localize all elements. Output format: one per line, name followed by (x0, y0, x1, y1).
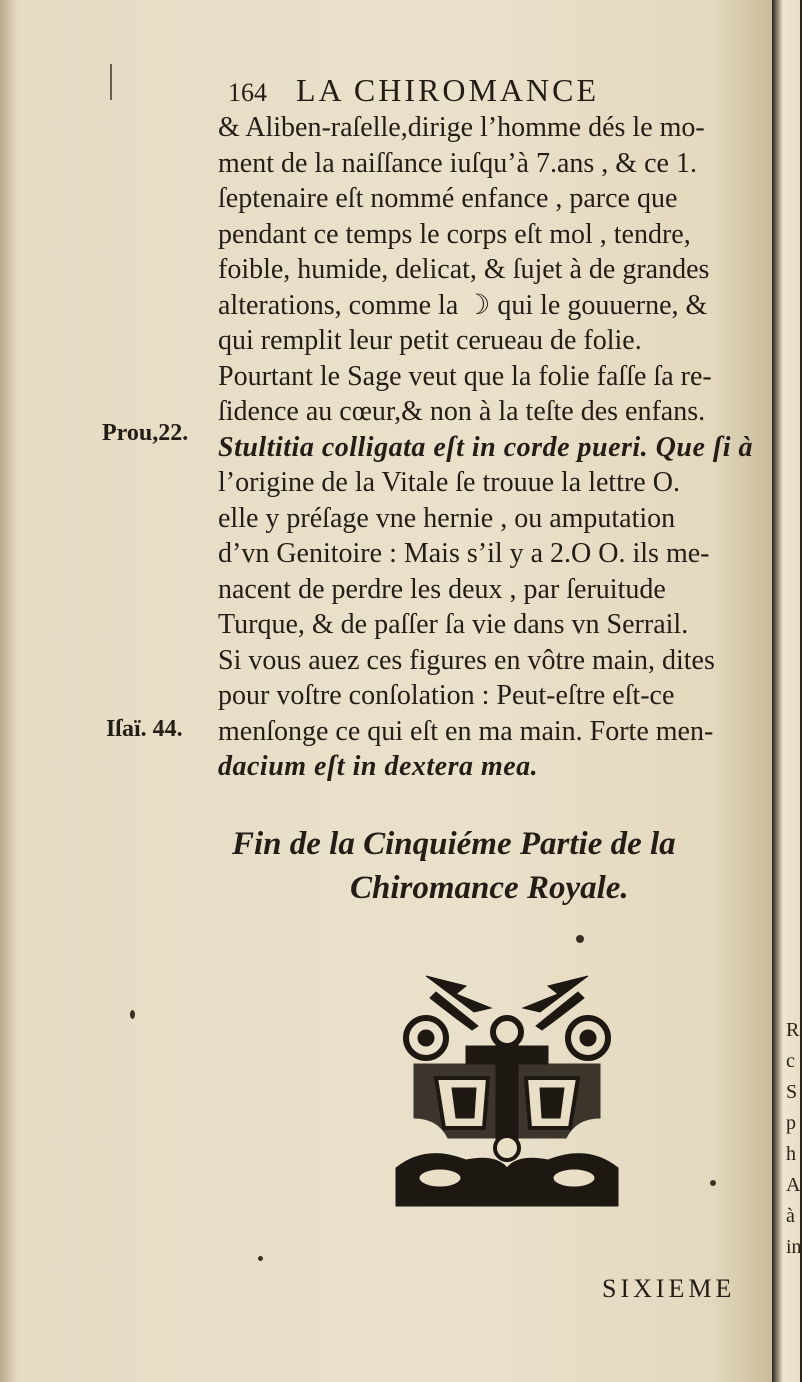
page-number: 164 (228, 78, 267, 107)
text-line: Turque, & de paſſer ſa vie dans vn Serrail. (218, 609, 689, 640)
text-line: elle y préſage vne hernie , ou amputation (218, 502, 676, 534)
text-line: ment de la naiſſance iuſqu’à 7.ans , & ce 1. (218, 147, 697, 179)
running-title: LA CHIROMANCE (296, 72, 600, 108)
text-line: ſeptenaire eſt nommé enfance , parce que (218, 183, 678, 214)
text-line: Si vous auez ces figures en vôtre main, dites (218, 644, 715, 676)
edge-letter: A (786, 1174, 801, 1196)
edge-letter: à (786, 1205, 795, 1227)
text-line: Pourtant le Sage veut que la folie faſſe ſa re- (218, 360, 712, 392)
latin-quote-line: Stultitia colligata eſt in corde pueri. Que ſi à (218, 431, 753, 463)
text-line: pour voſtre conſolation : Peut-eſtre eſt-ce (218, 680, 675, 711)
page-header (228, 72, 708, 112)
edge-letter: p (786, 1112, 796, 1134)
part-ending-line-2: Chiromance Royale. (350, 870, 629, 906)
margin-note-prov: Prou,22. (102, 420, 189, 446)
edge-letter: in (786, 1236, 802, 1258)
part-ending (232, 822, 772, 910)
woodcut-ornament (396, 968, 618, 1206)
ink-spot (130, 1010, 135, 1019)
catchword: SIXIEME (602, 1274, 736, 1303)
next-page-edge (772, 0, 800, 1382)
text-line: foible, humide, delicat, & ſujet à de grandes (218, 254, 710, 285)
main-text (218, 110, 770, 785)
edge-letter: S (786, 1081, 798, 1103)
margin-note-isai: Iſaï. 44. (106, 716, 183, 742)
text-line: nacent de perdre les deux , par ſeruitude (218, 573, 666, 605)
text-line: d’vn Genitoire : Mais s’il y a 2.O O. ils me- (218, 538, 710, 569)
part-ending-line-1: Fin de la Cinquiéme Partie de la (232, 826, 676, 862)
ink-spot (258, 1256, 263, 1261)
text-line: ſidence au cœur,& non à la teſte des enfans. (218, 396, 706, 427)
text-line: menſonge ce qui eſt en ma main. Forte men- (218, 715, 714, 747)
ink-spot (576, 935, 584, 943)
text-line: alterations, comme la ☽ qui le gouuerne, & (218, 289, 708, 321)
ink-spot (710, 1180, 716, 1186)
text-line: pendant ce temps le corps eſt mol , tendre, (218, 218, 691, 250)
text-line: l’origine de la Vitale ſe trouue la lettre O. (218, 467, 680, 498)
text-line: qui remplit leur petit cerueau de folie. (218, 325, 642, 356)
latin-quote-line: dacium eſt in dextera mea. (218, 751, 539, 782)
next-page-letters (786, 1015, 800, 1263)
edge-letter: h (786, 1143, 796, 1165)
text-line: & Aliben-raſelle,dirige l’homme dés le mo- (218, 112, 705, 143)
edge-letter: R (786, 1019, 800, 1041)
edge-letter: c (786, 1050, 795, 1072)
page-edge-mark (110, 64, 122, 100)
